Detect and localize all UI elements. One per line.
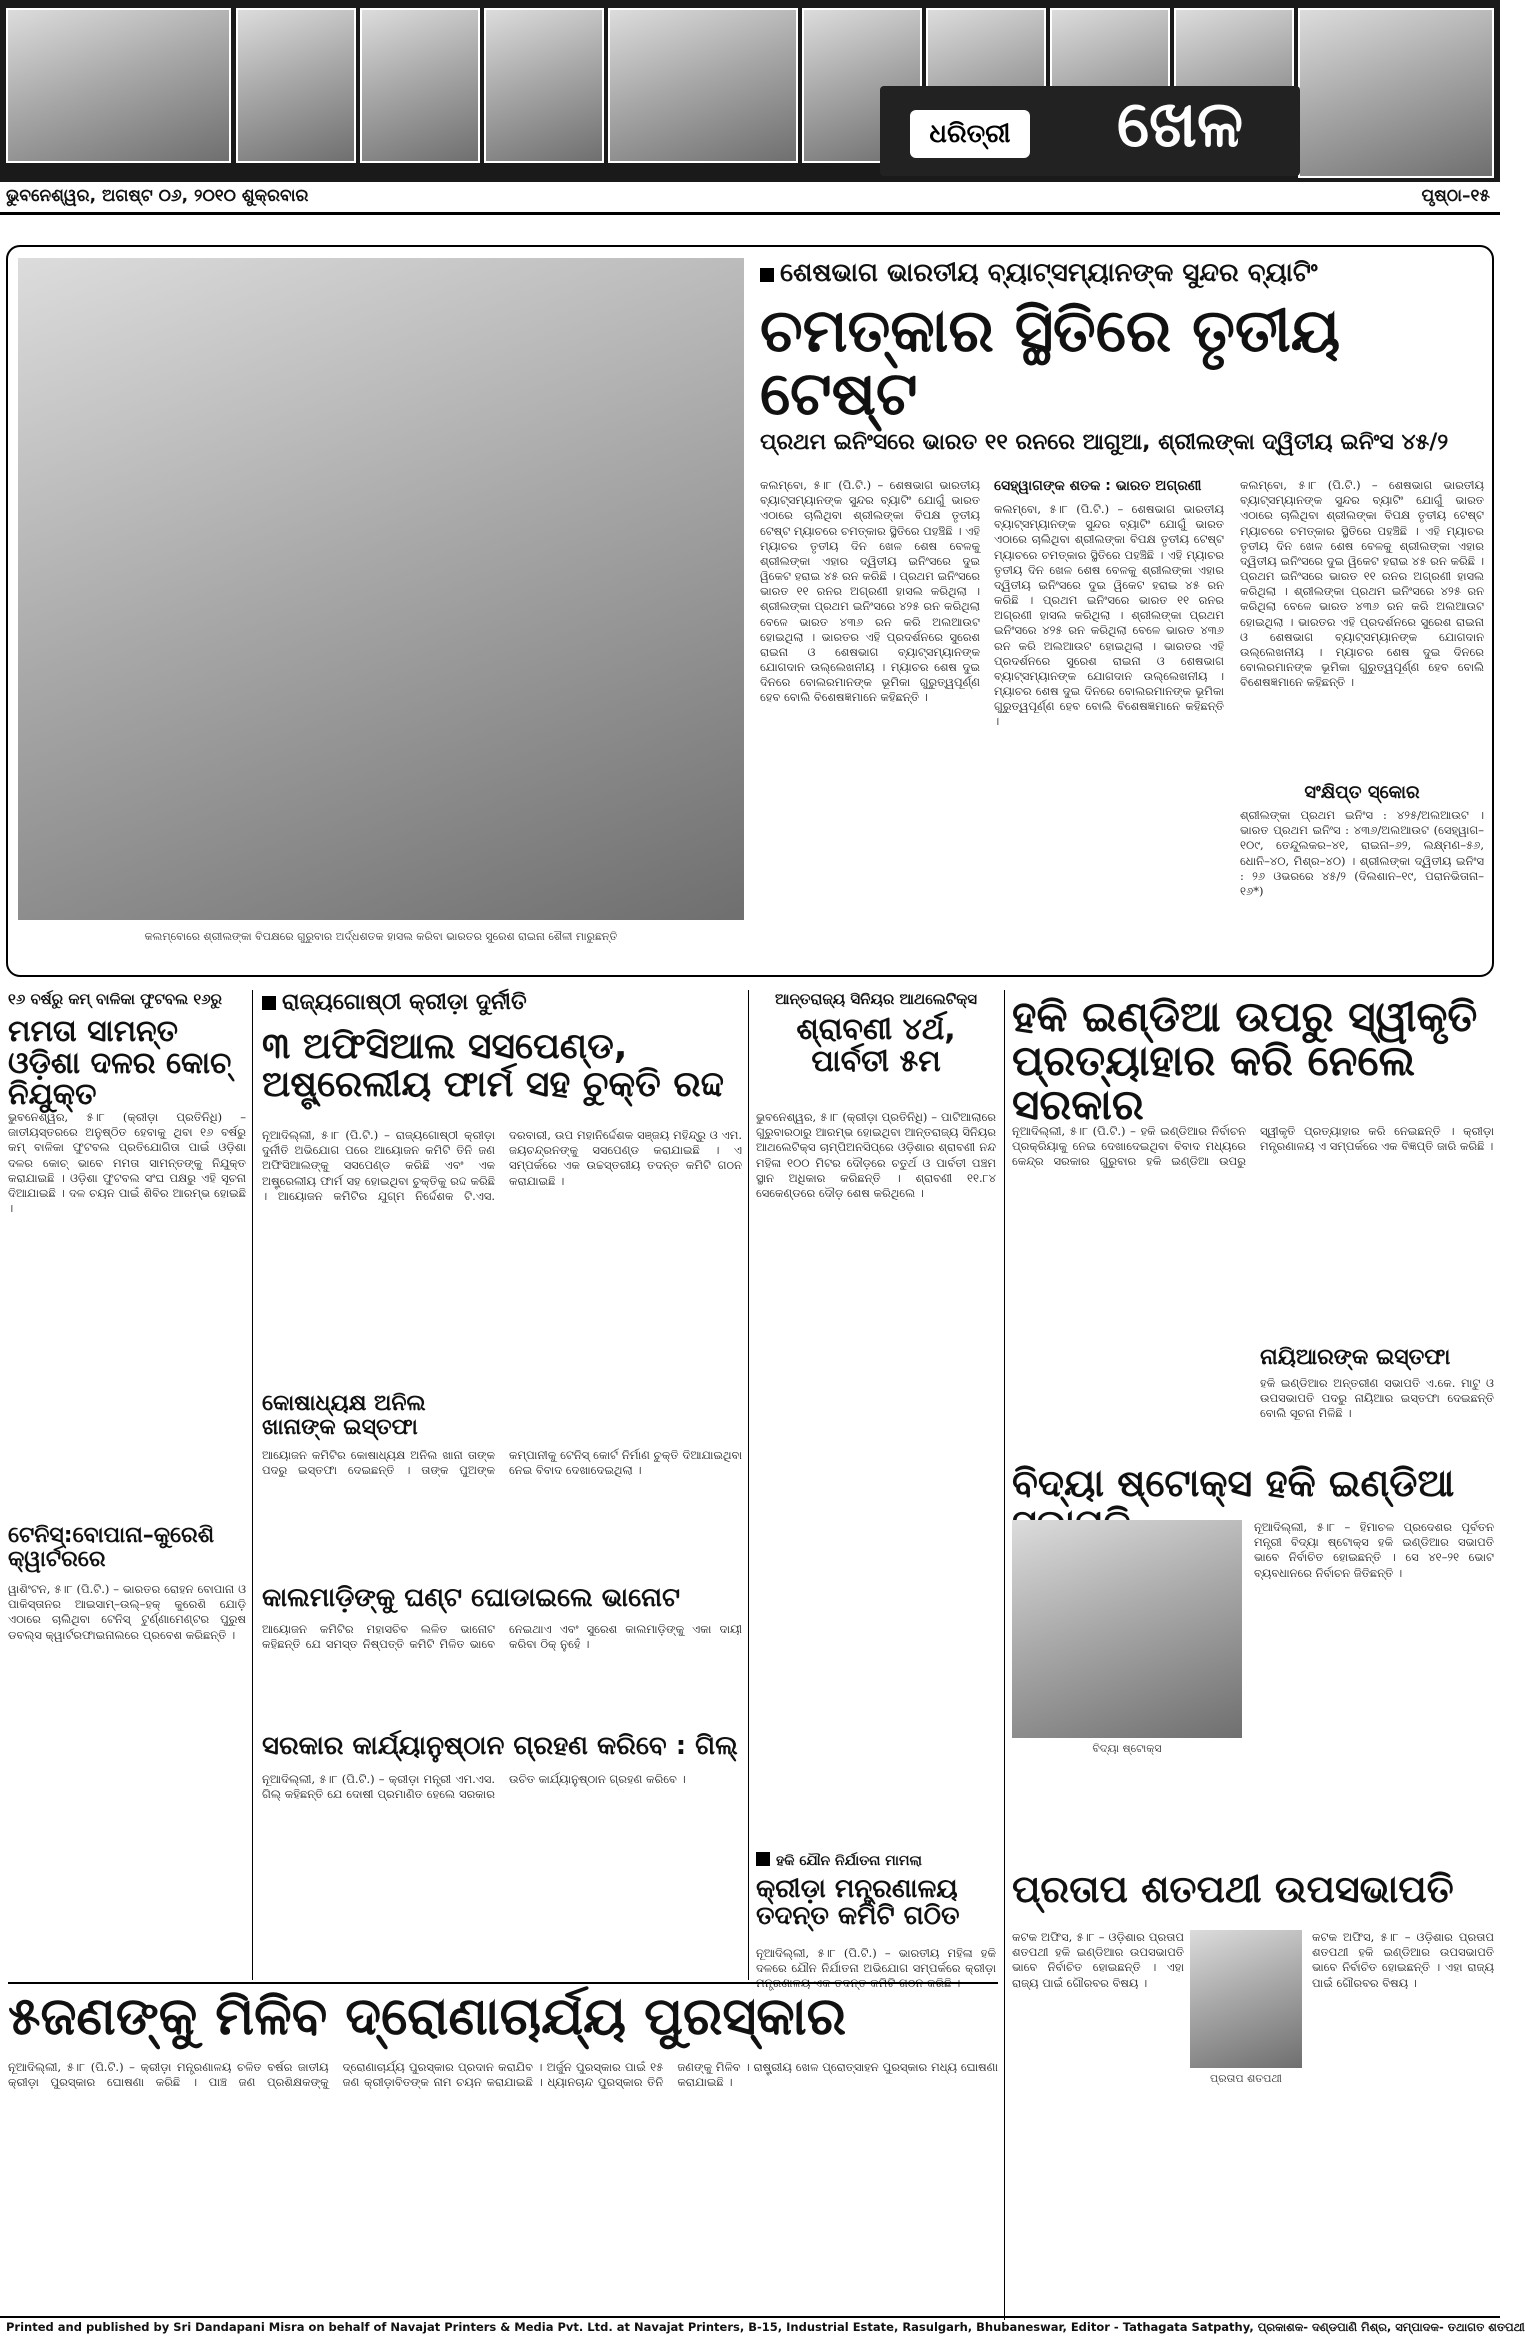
col1-kicker: ୧୬ ବର୍ଷରୁ କମ୍ ବାଳିକା ଫୁଟବଲ ୧୬ରୁ [8, 990, 222, 1008]
pratap-satpathy-caption: ପ୍ରତାପ ଶତପଥୀ [1210, 2072, 1282, 2085]
score-box-text: ଶ୍ରୀଲଙ୍କା ପ୍ରଥମ ଇନିଂସ : ୪୨୫/ଅଲଆଉଟ । ଭାରତ ପ୍ରଥମ ଇନିଂସ : ୪୩୬/ଅଲଆଉଟ (ସେହ୍ୱାଗ–୧୦୯, ତେନ୍ଦୁଲକର–୪୧, ରାଇନା–୬୨, ଲକ୍ଷ୍ମଣ–୫୬, ଧୋନି–୪୦, ମିଶ୍ର–୪୦) । ଶ୍ରୀଲଙ୍କା ଦ୍ୱିତୀୟ ଇନିଂସ : ୨୬ ଓଭରରେ ୪୫/୨ (ଦିଲଶାନ–୧୯, ପରାନଭିତାନା–୧୬*) [1240, 808, 1484, 898]
lead-photo [18, 258, 744, 920]
sports-thumb-athletics [236, 8, 356, 163]
lead-photo-caption: କଲମ୍ବୋରେ ଶ୍ରୀଲଙ୍କା ବିପକ୍ଷରେ ଗୁରୁବାର ଅର୍ଦ୍ଧଶତକ ହାସଲ କରିବା ଭାରତର ସୁରେଶ ରାଇନା ଶୈଳୀ ମାରୁଛନ୍ତି [144, 930, 618, 943]
kicker-square-icon [262, 996, 276, 1010]
col4-body-b: ହକି ଇଣ୍ଡିଆର ଅନ୍ତରୀଣ ସଭାପତି ଏ.କେ. ମାଟୁ ଓ ଉପସଭାପତି ପଦରୁ ନାୟିଆର ଇସ୍ତଫା ଦେଇଛନ୍ତି ବୋଲି ସୂଚନା ମିଳିଛି । [1260, 1376, 1494, 1421]
lead-body: କଲମ୍ବୋ, ୫।୮ (ପି.ଟି.) – ଶେଷଭାଗ ଭାରତୀୟ ବ୍ୟାଟ୍ସମ୍ୟାନଙ୍କ ସୁନ୍ଦର ବ୍ୟାଟିଂ ଯୋଗୁଁ ଭାରତ ଏଠାରେ ଚାଲିଥିବା ଶ୍ରୀଲଙ୍କା ବିପକ୍ଷ ତୃତୀୟ ଟେଷ୍ଟ ମ୍ୟାଚରେ ଚମତ୍କାର ସ୍ଥିତିରେ ପହଞ୍ଚିଛି । ଏହି ମ୍ୟାଚର ତୃତୀୟ ଦିନ ଖେଳ ଶେଷ ବେଳକୁ ଶ୍ରୀଲଙ୍କା ଏହାର ଦ୍ୱିତୀୟ ଇନିଂସରେ ଦୁଇ ୱିକେଟ ହରାଇ ୪୫ ରନ କରିଛି । ପ୍ରଥମ ଇନିଂସରେ ଭାରତ ୧୧ ରନର ଅଗ୍ରଣୀ ହାସଲ କରିଥିଲା । ଶ୍ରୀଲଙ୍କା ପ୍ରଥମ ଇନିଂସରେ ୪୨୫ ରନ କରିଥିଲା ବେଳେ ଭାରତ ୪୩୬ ରନ କରି ଅଲଆଉଟ ହୋଇଥିଲା । ଭାରତର ଏହି ପ୍ରଦର୍ଶନରେ ସୁରେଶ ରାଇନା ଓ ଶେଷଭାଗ ବ୍ୟାଟ୍ସମ୍ୟାନଙ୍କ ଯୋଗଦାନ ଉଲ୍ଲେଖନୀୟ । ମ୍ୟାଚର ଶେଷ ଦୁଇ ଦିନରେ ବୋଲରମାନଙ୍କ ଭୂମିକା ଗୁରୁତ୍ୱପୂର୍ଣ୍ଣ ହେବ ବୋଲି ବିଶେଷଜ୍ଞମାନେ କହିଛନ୍ତି । [760, 478, 980, 705]
lead-subhead: ପ୍ରଥମ ଇନିଂସରେ ଭାରତ ୧୧ ରନରେ ଆଗୁଆ, ଶ୍ରୀଲଙ୍କା ଦ୍ୱିତୀୟ ଇନିଂସ ୪୫/୨ [760, 430, 1449, 455]
col3-kicker: ଆନ୍ତରାଜ୍ୟ ସିନିୟର ଆଥଲେଟିକ୍ସ [774, 990, 978, 1008]
col3-headline2: କ୍ରୀଡ଼ା ମନ୍ତ୍ରଣାଳୟ ତଦନ୍ତ କମିଟି ଗଠିତ [756, 1874, 960, 1932]
col1-tennis-body: ୱାଶିଂଟନ, ୫।୮ (ପି.ଟି.) – ଭାରତର ରୋହନ ବୋପାନା ଓ ପାକିସ୍ତାନର ଆଇସାମ୍–ଉଲ୍–ହକ୍ କୁରେଶି ଯୋଡ଼ି ଏଠାରେ ଚାଲିଥିବା ଟେନିସ୍ ଟୁର୍ଣ୍ଣାମେଣ୍ଟର ପୁରୁଷ ଡବଲ୍ସ କ୍ୱାର୍ଟରଫାଇନାଲରେ ପ୍ରବେଶ କରିଛନ୍ତି । [8, 1582, 246, 1642]
section-title: ଖେଳ [1116, 88, 1244, 162]
col4-sub1: ନାୟିଆରଙ୍କ ଇସ୍ତଫା [1260, 1345, 1451, 1370]
score-box-head: ସଂକ୍ଷିପ୍ତ ସ୍କୋର [1304, 782, 1420, 803]
sports-thumb-tennis [360, 8, 480, 163]
col4-body2: ନୂଆଦିଲ୍ଲୀ, ୫।୮ – ହିମାଚଳ ପ୍ରଦେଶର ପୂର୍ବତନ ମନ୍ତ୍ରୀ ବିଦ୍ୟା ଷ୍ଟୋକ୍ସ ହକି ଇଣ୍ଡିଆର ସଭାପତି ଭାବେ ନିର୍ବାଚିତ ହୋଇଛନ୍ତି । ସେ ୪୧–୨୧ ଭୋଟ ବ୍ୟବଧାନରେ ନିର୍ବାଚନ ଜିତିଛନ୍ତି । [1254, 1520, 1494, 1580]
col2-kicker-text: ରାଜ୍ୟଗୋଷ୍ଠୀ କ୍ରୀଡ଼ା ଦୁର୍ନୀତି [282, 990, 527, 1015]
col1-tennis-head: ଟେନିସ୍:ବୋପାନା–କୁରେଶି କ୍ୱାର୍ଟରରେ [8, 1523, 215, 1573]
lead-right-body: କଲମ୍ବୋ, ୫।୮ (ପି.ଟି.) – ଶେଷଭାଗ ଭାରତୀୟ ବ୍ୟାଟ୍ସମ୍ୟାନଙ୍କ ସୁନ୍ଦର ବ୍ୟାଟିଂ ଯୋଗୁଁ ଭାରତ ଏଠାରେ ଚାଲିଥିବା ଶ୍ରୀଲଙ୍କା ବିପକ୍ଷ ତୃତୀୟ ଟେଷ୍ଟ ମ୍ୟାଚରେ ଚମତ୍କାର ସ୍ଥିତିରେ ପହଞ୍ଚିଛି । ଏହି ମ୍ୟାଚର ତୃତୀୟ ଦିନ ଖେଳ ଶେଷ ବେଳକୁ ଶ୍ରୀଲଙ୍କା ଏହାର ଦ୍ୱିତୀୟ ଇନିଂସରେ ଦୁଇ ୱିକେଟ ହରାଇ ୪୫ ରନ କରିଛି । ପ୍ରଥମ ଇନିଂସରେ ଭାରତ ୧୧ ରନର ଅଗ୍ରଣୀ ହାସଲ କରିଥିଲା । ଶ୍ରୀଲଙ୍କା ପ୍ରଥମ ଇନିଂସରେ ୪୨୫ ରନ କରିଥିଲା ବେଳେ ଭାରତ ୪୩୬ ରନ କରି ଅଲଆଉଟ ହୋଇଥିଲା । ଭାରତର ଏହି ପ୍ରଦର୍ଶନରେ ସୁରେଶ ରାଇନା ଓ ଶେଷଭାଗ ବ୍ୟାଟ୍ସମ୍ୟାନଙ୍କ ଯୋଗଦାନ ଉଲ୍ଲେଖନୀୟ । ମ୍ୟାଚର ଶେଷ ଦୁଇ ଦିନରେ ବୋଲରମାନଙ୍କ ଭୂମିକା ଗୁରୁତ୍ୱପୂର୍ଣ୍ଣ ହେବ ବୋଲି ବିଶେଷଜ୍ଞମାନେ କହିଛନ୍ତି । [1240, 478, 1484, 690]
col4-body3b: କଟକ ଅଫିସ, ୫।୮ – ଓଡ଼ିଶାର ପ୍ରତାପ ଶତପଥୀ ହକି ଇଣ୍ଡିଆର ଉପସଭାପତି ଭାବେ ନିର୍ବାଚିତ ହୋଇଛନ୍ତି । ଏହା ରାଜ୍ୟ ପାଇଁ ଗୌରବର ବିଷୟ । [1312, 1930, 1494, 1990]
col3-kicker2 [756, 1852, 996, 1869]
col2-divider [748, 990, 749, 1980]
bottom-body: ନୂଆଦିଲ୍ଲୀ, ୫।୮ (ପି.ଟି.) – କ୍ରୀଡ଼ା ମନ୍ତ୍ରଣାଳୟ ଚଳିତ ବର୍ଷର ଜାତୀୟ କ୍ରୀଡ଼ା ପୁରସ୍କାର ଘୋଷଣା କରିଛି । ପାଞ୍ଚ ଜଣ ପ୍ରଶିକ୍ଷକଙ୍କୁ ଦ୍ରୋଣାଚାର୍ଯ୍ୟ ପୁରସ୍କାର ପ୍ରଦାନ କରାଯିବ । ଅର୍ଜୁନ ପୁରସ୍କାର ପାଇଁ ୧୫ ଜଣ କ୍ରୀଡ଼ାବିତଙ୍କ ନାମ ଚୟନ କରାଯାଇଛି । ଧ୍ୟାନଚାନ୍ଦ ପୁରସ୍କାର ତିନି ଜଣଙ୍କୁ ମିଳିବ । ରାଷ୍ଟ୍ରୀୟ ଖେଳ ପ୍ରୋତ୍ସାହନ ପୁରସ୍କାର ମଧ୍ୟ ଘୋଷଣା କରାଯାଇଛି । [8, 2060, 998, 2090]
lead-kicker-text: ଶେଷଭାଗ ଭାରତୀୟ ବ୍ୟାଟ୍ସମ୍ୟାନଙ୍କ ସୁନ୍ଦର ବ୍ୟାଟିଂ [780, 258, 1318, 288]
kicker-square-icon [756, 1852, 770, 1866]
footer-rule [0, 2316, 1500, 2318]
sports-thumb-equestrian [608, 8, 798, 163]
col3-headline: ଶ୍ରାବଣୀ ୪ର୍ଥ, ପାର୍ବତୀ ୫ମ [796, 1012, 956, 1079]
col3-kicker2-text: ହକି ଯୌନ ନିର୍ଯାତନା ମାମଲା [776, 1853, 922, 1869]
footer-credits: ପ୍ରକାଶକ- ଦଣ୍ଡପାଣି ମିଶ୍ର, ସମ୍ପାଦକ- ତଥାଗତ ଶତପଥୀ [1257, 2320, 1525, 2334]
col3-body: ଭୁବନେଶ୍ୱର, ୫।୮ (କ୍ରୀଡ଼ା ପ୍ରତିନିଧି) – ପାଟିଆଲାରେ ଗୁରୁବାରଠାରୁ ଆରମ୍ଭ ହୋଇଥିବା ଆନ୍ତରାଜ୍ୟ ସିନିୟର ଆଥଲେଟିକ୍ସ ଚାମ୍ପିଅନସିପ୍‌ରେ ଓଡ଼ିଶାର ଶ୍ରାବଣୀ ନନ୍ଦ ମହିଳା ୧୦୦ ମିଟର ଦୌଡ଼ରେ ଚତୁର୍ଥ ଓ ପାର୍ବତୀ ପଞ୍ଚମ ସ୍ଥାନ ଅଧିକାର କରିଛନ୍ତି । ଶ୍ରାବଣୀ ୧୧.୮୪ ସେକେଣ୍ଡରେ ଦୌଡ଼ ଶେଷ କରିଥିଲେ । [756, 1110, 996, 1200]
sports-thumb-cricket [484, 8, 604, 163]
vidya-stokes-photo [1012, 1520, 1242, 1738]
vidya-stokes-caption: ବିଦ୍ୟା ଷ୍ଟୋକ୍ସ [1092, 1742, 1162, 1755]
col3-divider [1004, 990, 1005, 2320]
pratap-satpathy-photo [1190, 1930, 1302, 2068]
bottom-headline: ୫ଜଣଙ୍କୁ ମିଳିବ ଦ୍ରୋଣାଚାର୍ଯ୍ୟ ପୁରସ୍କାର [8, 1987, 847, 2047]
col2-body2: ଆୟୋଜନ କମିଟିର କୋଷାଧ୍ୟକ୍ଷ ଅନିଲ ଖାନା ତାଙ୍କ ପଦରୁ ଇସ୍ତଫା ଦେଇଛନ୍ତି । ତାଙ୍କ ପୁଅଙ୍କ କମ୍ପାନୀକୁ ଟେନିସ୍ କୋର୍ଟ ନିର୍ମାଣ ଚୁକ୍ତି ଦିଆଯାଇଥିବା ନେଇ ବିବାଦ ଦେଖାଦେଇଥିଲା । [262, 1448, 742, 1478]
bottom-rule [8, 1982, 998, 1984]
col4-headline2: ବିଦ୍ୟା ଷ୍ଟୋକ୍ସ ହକି ଇଣ୍ଡିଆ [1012, 1461, 1455, 1505]
dateline-rule [0, 212, 1500, 215]
col2-body3: ଆୟୋଜନ କମିଟିର ମହାସଚିବ ଲଳିତ ଭାନୋଟ କହିଛନ୍ତି ଯେ ସମସ୍ତ ନିଷ୍ପତ୍ତି କମିଟି ମିଳିତ ଭାବେ ନେଇଥାଏ ଏବଂ ସୁରେଶ କାଲମାଡ଼ିଙ୍କୁ ଏକା ଦାୟୀ କରିବା ଠିକ୍ ନୁହେଁ । [262, 1622, 742, 1652]
col1-headline: ମମତା ସାମନ୍ତ ଓଡ଼ିଶା ଦଳର କୋଚ୍ ନିଯୁକ୍ତ [8, 1014, 232, 1112]
col2-body: ନୂଆଦିଲ୍ଲୀ, ୫।୮ (ପି.ଟି.) – ରାଜ୍ୟଗୋଷ୍ଠୀ କ୍ରୀଡ଼ା ଦୁର୍ନୀତି ଅଭିଯୋଗ ପରେ ଆୟୋଜନ କମିଟି ତିନି ଜଣ ଅଫିସିଆଲଙ୍କୁ ସସପେଣ୍ଡ କରିଛି ଏବଂ ଏକ ଅଷ୍ଟ୍ରେଲୀୟ ଫାର୍ମ ସହ ହୋଇଥିବା ଚୁକ୍ତିକୁ ରଦ୍ଦ କରିଛି । ଆୟୋଜନ କମିଟିର ଯୁଗ୍ମ ନିର୍ଦ୍ଦେଶକ ଟି.ଏସ. ଦରବାରୀ, ଉପ ମହାନିର୍ଦ୍ଦେଶକ ସଞ୍ଜୟ ମହିନ୍ଦ୍ରୁ ଓ ଏମ. ଜୟଚନ୍ଦ୍ରନଙ୍କୁ ସସପେଣ୍ଡ କରାଯାଇଛି । ଏ ସମ୍ପର୍କରେ ଏକ ଉଚ୍ଚସ୍ତରୀୟ ତଦନ୍ତ କମିଟି ଗଠନ କରାଯାଇଛି । [262, 1128, 742, 1203]
col3-body2: ନୂଆଦିଲ୍ଲୀ, ୫।୮ (ପି.ଟି.) – ଭାରତୀୟ ମହିଳା ହକି ଦଳରେ ଯୌନ ନିର୍ଯାତନା ଅଭିଯୋଗ ସମ୍ପର୍କରେ କ୍ରୀଡ଼ା [756, 1946, 996, 1976]
col2-head2: କୋଷାଧ୍ୟକ୍ଷ ଅନିଲ ଖାନାଙ୍କ ଇସ୍ତଫା [262, 1391, 426, 1441]
col1-divider [252, 990, 253, 1980]
col2-head4: ସରକାର କାର୍ଯ୍ୟାନୁଷ୍ଠାନ ଗ୍ରହଣ କରିବେ : ଗିଲ୍ [262, 1731, 738, 1761]
lead-side-head: ସେହ୍ୱାଗଙ୍କ ଶତକ : ଭାରତ ଅଗ୍ରଣୀ [994, 478, 1202, 494]
footer-imprint [6, 2320, 1525, 2335]
col1-body: ଭୁବନେଶ୍ୱର, ୫।୮ (କ୍ରୀଡ଼ା ପ୍ରତିନିଧି) – ଜାତୀୟସ୍ତରରେ ଅନୁଷ୍ଠିତ ହେବାକୁ ଥିବା ୧୬ ବର୍ଷରୁ କମ୍ ବାଳିକା ଫୁଟବଲ ପ୍ରତିଯୋଗିତା ପାଇଁ ଓଡ଼ିଶା ଦଳର କୋଚ୍ ଭାବେ ମମତା ସାମନ୍ତଙ୍କୁ ନିଯୁକ୍ତ କରାଯାଇଛି । ଓଡ଼ିଶା ଫୁଟବଲ ସଂଘ ପକ୍ଷରୁ ଏହି ସୂଚନା ଦିଆଯାଇଛି । ଦଳ ଚୟନ ପାଇଁ ଶିବିର ଆରମ୍ଭ ହୋଇଛି । [8, 1110, 246, 1216]
col4-body: ନୂଆଦିଲ୍ଲୀ, ୫।୮ (ପି.ଟି.) – ହକି ଇଣ୍ଡିଆର ନିର୍ବାଚନ ପ୍ରକ୍ରିୟାକୁ ନେଇ ଦେଖାଦେଇଥିବା ବିବାଦ ମଧ୍ୟରେ କେନ୍ଦ୍ର ସରକାର ଗୁରୁବାର ହକି ଇଣ୍ଡିଆ ଉପରୁ ସ୍ୱୀକୃତି ପ୍ରତ୍ୟାହାର କରି ନେଇଛନ୍ତି । କ୍ରୀଡ଼ା ମନ୍ତ୍ରଣାଳୟ ଏ ସମ୍ପର୍କରେ ଏକ ବିଜ୍ଞପ୍ତି ଜାରି କରିଛି । [1012, 1124, 1494, 1169]
col2-kicker [262, 990, 742, 1015]
col2-head3: କାଲମାଡ଼ିଙ୍କୁ ଘଣ୍ଟ ଘୋଡାଇଲେ ଭାନୋଟ [262, 1583, 681, 1613]
brand-logo: ଧରିତ୍ରୀ [910, 110, 1030, 158]
col4-headline3: ପ୍ରତାପ ଶତପଥୀ ଉପସଭାପତି [1012, 1867, 1454, 1911]
sports-thumb-cricketer [1298, 8, 1494, 178]
lead-headline: ଚମତ୍କାର ସ୍ଥିତିରେ ତୃତୀୟ ଟେଷ୍ଟ [760, 296, 1341, 429]
lead-kicker [760, 258, 1480, 289]
lead-side-body: କଲମ୍ବୋ, ୫।୮ (ପି.ଟି.) – ଶେଷଭାଗ ଭାରତୀୟ ବ୍ୟାଟ୍ସମ୍ୟାନଙ୍କ ସୁନ୍ଦର ବ୍ୟାଟିଂ ଯୋଗୁଁ ଭାରତ ଏଠାରେ ଚାଲିଥିବା ଶ୍ରୀଲଙ୍କା ବିପକ୍ଷ ତୃତୀୟ ଟେଷ୍ଟ ମ୍ୟାଚରେ ଚମତ୍କାର ସ୍ଥିତିରେ ପହଞ୍ଚିଛି । ଏହି ମ୍ୟାଚର ତୃତୀୟ ଦିନ ଖେଳ ଶେଷ ବେଳକୁ ଶ୍ରୀଲଙ୍କା ଏହାର ଦ୍ୱିତୀୟ ଇନିଂସରେ ଦୁଇ ୱିକେଟ ହରାଇ ୪୫ ରନ କରିଛି । ପ୍ରଥମ ଇନିଂସରେ ଭାରତ ୧୧ ରନର ଅଗ୍ରଣୀ ହାସଲ କରିଥିଲା । ଶ୍ରୀଲଙ୍କା ପ୍ରଥମ ଇନିଂସରେ ୪୨୫ ରନ କରିଥିଲା ବେଳେ ଭାରତ ୪୩୬ ରନ କରି ଅଲଆଉଟ ହୋଇଥିଲା । ଭାରତର ଏହି ପ୍ରଦର୍ଶନରେ ସୁରେଶ ରାଇନା ଓ ଶେଷଭାଗ ବ୍ୟାଟ୍ସମ୍ୟାନଙ୍କ ଯୋଗଦାନ ଉଲ୍ଲେଖନୀୟ । ମ୍ୟାଚର ଶେଷ ଦୁଇ ଦିନରେ ବୋଲରମାନଙ୍କ ଭୂମିକା ଗୁରୁତ୍ୱପୂର୍ଣ୍ଣ ହେବ ବୋଲି ବିଶେଷଜ୍ଞମାନେ କହିଛନ୍ତି । [994, 502, 1224, 729]
page-number: ପୃଷ୍ଠା–୧୫ [1421, 186, 1490, 206]
footer-imprint-text: Printed and published by Sri Dandapani Misra on behalf of Navajat Printers & Media Pvt. Ltd. at Navajat Printers, B-15, Industrial Estate, Rasulgarh, Bhubaneswar, Editor - Tathagata Satpathy, [6, 2320, 1254, 2334]
col2-headline: ୩ ଅଫିସିଆଲ ସସପେଣ୍ଡ, ଅଷ୍ଟ୍ରେଲୀୟ ଫାର୍ମ ସହ ଚୁକ୍ତି ରଦ୍ଦ [262, 1026, 724, 1105]
col4-body3: କଟକ ଅଫିସ, ୫।୮ – ଓଡ଼ିଶାର ପ୍ରତାପ ଶତପଥୀ ହକି ଇଣ୍ଡିଆର ଉପସଭାପତି ଭାବେ ନିର୍ବାଚିତ ହୋଇଛନ୍ତି । ଏହା ରାଜ୍ୟ ପାଇଁ ଗୌରବର ବିଷୟ । [1012, 1930, 1184, 1990]
masthead-banner [0, 0, 1500, 182]
kicker-square-icon [760, 268, 774, 282]
col2-body4: ନୂଆଦିଲ୍ଲୀ, ୫।୮ (ପି.ଟି.) – କ୍ରୀଡ଼ା ମନ୍ତ୍ରୀ ଏମ.ଏସ. ଗିଲ୍ କହିଛନ୍ତି ଯେ ଦୋଷୀ ପ୍ରମାଣିତ ହେଲେ ସରକାର ଉଚିତ କାର୍ଯ୍ୟାନୁଷ୍ଠାନ ଗ୍ରହଣ କରିବେ । [262, 1772, 686, 1802]
sports-thumb-wrestling [6, 8, 231, 163]
dateline: ଭୁବନେଶ୍ୱର, ଅଗଷ୍ଟ ୦୬, ୨୦୧୦ ଶୁକ୍ରବାର [6, 186, 309, 206]
col4-headline: ହକି ଇଣ୍ଡିଆ ଉପରୁ ସ୍ୱୀକୃତି ପ୍ରତ୍ୟାହାର କରି ନେଲେ ସରକାର [1012, 992, 1478, 1130]
